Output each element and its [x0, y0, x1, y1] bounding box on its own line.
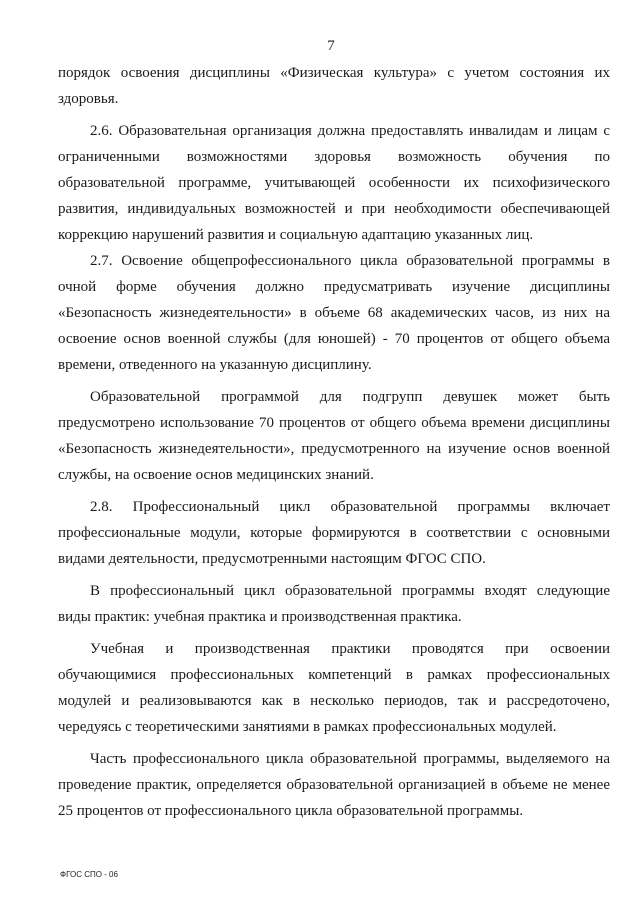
text-line: предусмотрено использование 70 процентов от общего объема времени дисциплины [58, 415, 610, 431]
text-line: виды практик: учебная практика и производственная практика. [58, 609, 462, 625]
text-line: чередуясь с теоретическими занятиями в рамках профессиональных модулей. [58, 719, 557, 735]
text-line: проведение практик, определяется образовательной организацией в объеме не менее [58, 777, 610, 793]
paragraph-girls-line: Образовательной программой для подгрупп девушек может быть [90, 389, 610, 405]
text-line: обучающимися профессиональных компетенций в рамках профессиональных [58, 667, 610, 683]
text-line: модулей и реализовываются как в несколько периодов, так и рассредоточено, [58, 693, 610, 709]
text-line: порядок освоения дисциплины «Физическая культура» с учетом состояния их [58, 65, 610, 81]
text-line: образовательной программе, учитывающей особенности их психофизического [58, 175, 610, 191]
text-line: времени, отведенного на указанную дисциплину. [58, 357, 372, 373]
text-line: очной форме обучения должно предусматривать изучение дисциплины [58, 279, 610, 295]
text-line: освоение основ военной службы (для юношей) - 70 процентов от общего объема [58, 331, 610, 347]
page-number: 7 [327, 38, 335, 54]
paragraph-2-7-line: 2.7. Освоение общепрофессионального цикла образовательной программы в [90, 253, 610, 269]
text-line: ограниченными возможностями здоровья возможность обучения по [58, 149, 610, 165]
paragraph-2-6-line: 2.6. Образовательная организация должна предоставлять инвалидам и лицам с [90, 123, 610, 139]
text-line: профессиональные модули, которые формируются в соответствии с основными [58, 525, 610, 541]
paragraph-practices-line: В профессиональный цикл образовательной программы входят следующие [90, 583, 610, 599]
page-footer: ФГОС СПО - 06 [60, 870, 118, 879]
paragraph-practice-share-line: Часть профессионального цикла образовательной программы, выделяемого на [90, 751, 610, 767]
document-body [58, 60, 610, 824]
text-line: «Безопасность жизнедеятельности», предусмотренного на изучение основ военной [58, 441, 610, 457]
text-line: «Безопасность жизнедеятельности» в объеме 68 академических часов, из них на [58, 305, 610, 321]
text-line: здоровья. [58, 91, 119, 107]
paragraph-practice-types-line: Учебная и производственная практики проводятся при освоении [90, 641, 610, 657]
paragraph-2-8-line: 2.8. Профессиональный цикл образовательной программы включает [90, 499, 610, 515]
text-line: коррекцию нарушений развития и социальную адаптацию указанных лиц. [58, 227, 534, 243]
text-line: службы, на освоение основ медицинских знаний. [58, 467, 374, 483]
text-line: видами деятельности, предусмотренными настоящим ФГОС СПО. [58, 551, 486, 567]
text-line: развития, индивидуальных возможностей и при необходимости обеспечивающей [58, 201, 610, 217]
text-line: 25 процентов от профессионального цикла образовательной программы. [58, 803, 524, 819]
